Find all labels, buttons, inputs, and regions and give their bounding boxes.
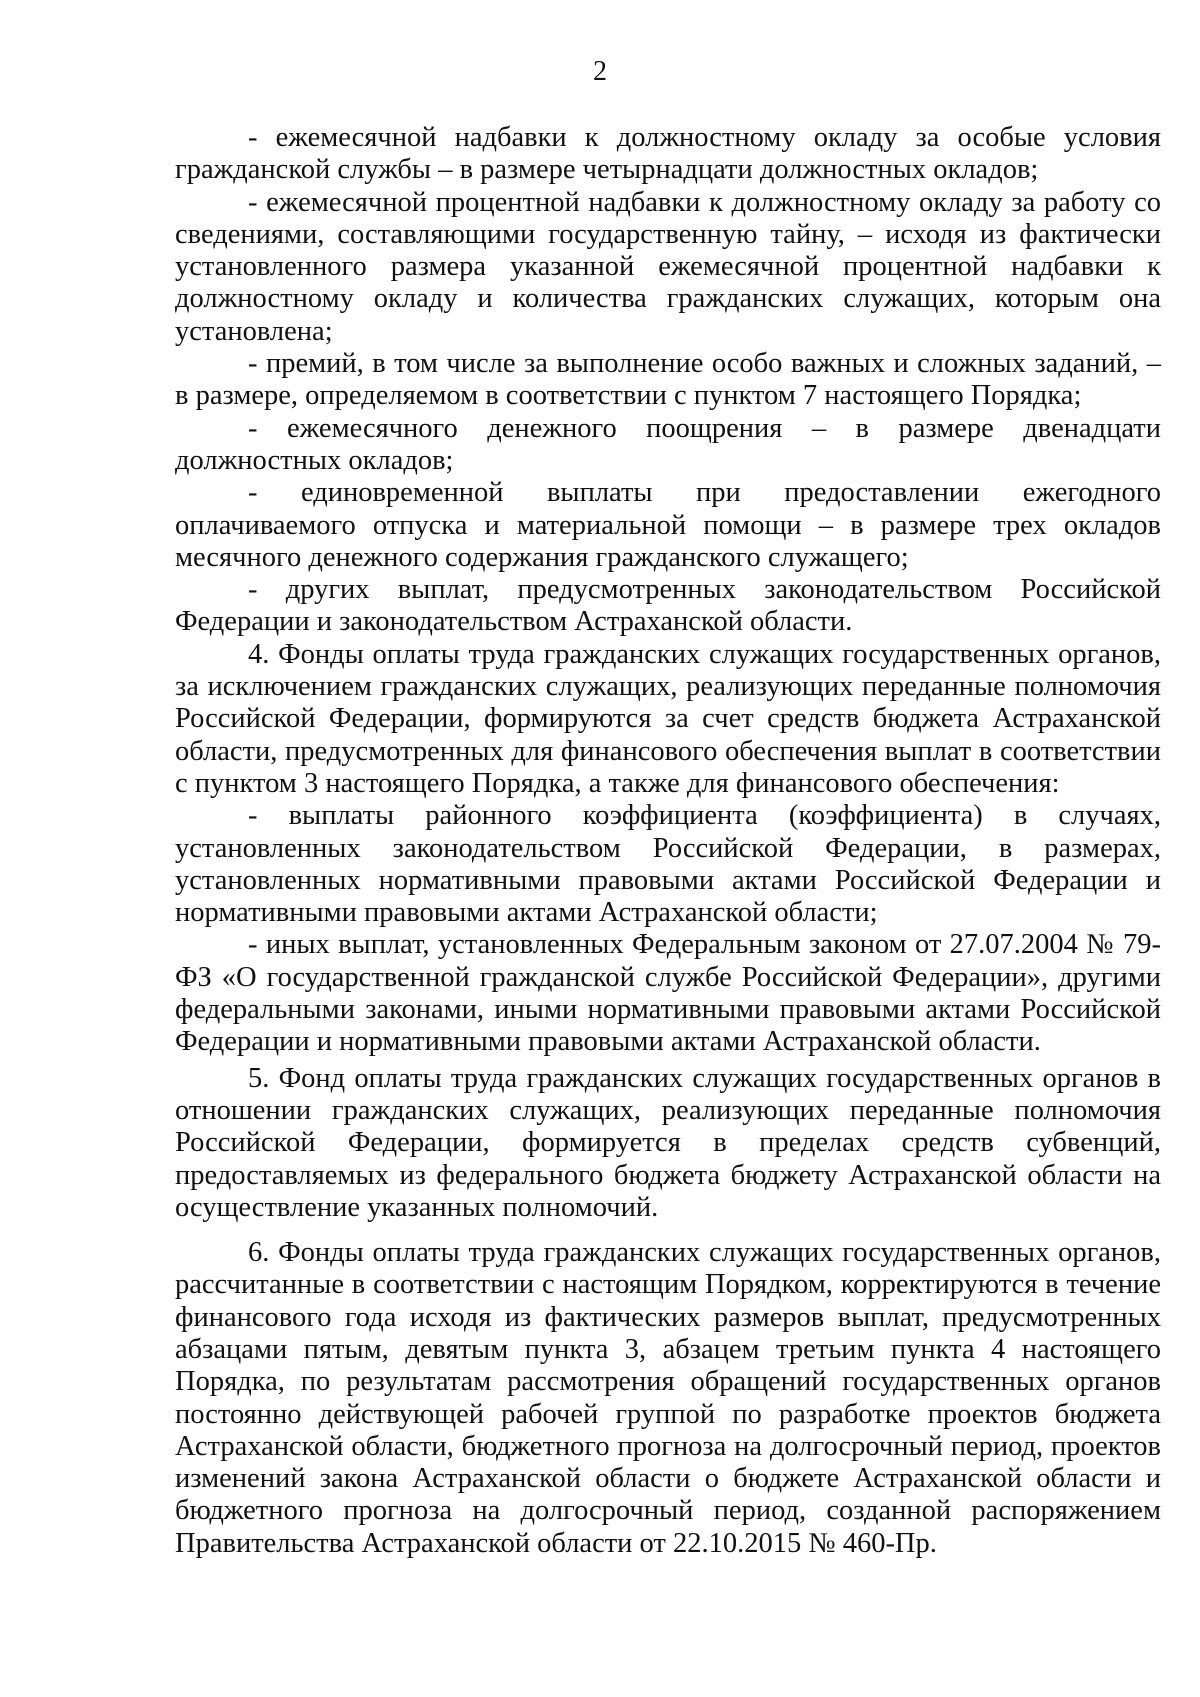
paragraph-item-5: 5. Фонд оплаты труда гражданских служащих государственных органов в отношении гражданских служащих, реализующих переданные полномочия Российской Федерации, формируется в пределах средств субвенций, предоставляемых из федерального бюджета бюджету Астраханской области на осуществление указанных полномочий. (175, 1062, 1161, 1223)
page-number: 2 (593, 56, 607, 87)
paragraph-bonuses: - премий, в том числе за выполнение особо важных и сложных заданий, – в размере, определяемом в соответствии с пунктом 7 настоящего Порядка; (175, 348, 1161, 412)
paragraph-regional-coefficient: - выплаты районного коэффициента (коэффициента) в случаях, установленных законодательством Российской Федерации, в размерах, установленных нормативными правовыми актами Российской Федерации и нормативными правовыми актами Астраханской области; (175, 800, 1161, 929)
paragraph-item-6: 6. Фонды оплаты труда гражданских служащих государственных органов, рассчитанные в соответствии с настоящим Порядком, корректируются в течение финансового года исходя из фактических размеров выплат, предусмотренных абзацами пятым, девятым пункта 3, абзацем третьим пункта 4 настоящего Порядка, по результатам рассмотрения обращений государственных органов постоянно действующей рабочей группой по разработке проектов бюджета Астраханской области, бюджетного прогноза на долгосрочный период, проектов изменений закона Астраханской области о бюджете Астраханской области и бюджетного прогноза на долгосрочный период, созданной распоряжением Правительства Астраханской области от 22.10.2015 № 460-Пр. (175, 1237, 1161, 1559)
paragraph-lump-sum-payment: - единовременной выплаты при предоставлении ежегодного оплачиваемого отпуска и материальной помощи – в размере трех окладов месячного денежного содержания гражданского служащего; (175, 477, 1161, 573)
paragraph-item-4: 4. Фонды оплаты труда гражданских служащих государственных органов, за исключением гражданских служащих, реализующих переданные полномочия Российской Федерации, формируются за счет средств бюджета Астраханской области, предусмотренных для финансового обеспечения выплат в соответствии с пунктом 3 настоящего Порядка, а также для финансового обеспечения: (175, 638, 1161, 799)
paragraph-state-secret-allowance: - ежемесячной процентной надбавки к должностному окладу за работу со сведениями, составляющими государственную тайну, – исходя из фактически установленного размера указанной ежемесячной процентной надбавки к должностному окладу и количества гражданских служащих, которым она установлена; (175, 186, 1161, 347)
paragraph-special-conditions-allowance: - ежемесячной надбавки к должностному окладу за особые условия гражданской службы – в размере четырнадцати должностных окладов; (175, 122, 1161, 186)
document-body (175, 122, 1161, 1560)
paragraph-other-federal-payments: - иных выплат, установленных Федеральным законом от 27.07.2004 № 79-ФЗ «О государственной гражданской службе Российской Федерации», другими федеральными законами, иными нормативными правовыми актами Российской Федерации и нормативными правовыми актами Астраханской области. (175, 929, 1161, 1058)
paragraph-other-payments: - других выплат, предусмотренных законодательством Российской Федерации и законодательством Астраханской области. (175, 574, 1161, 638)
paragraph-monthly-incentive: - ежемесячного денежного поощрения – в размере двенадцати должностных окладов; (175, 412, 1161, 476)
